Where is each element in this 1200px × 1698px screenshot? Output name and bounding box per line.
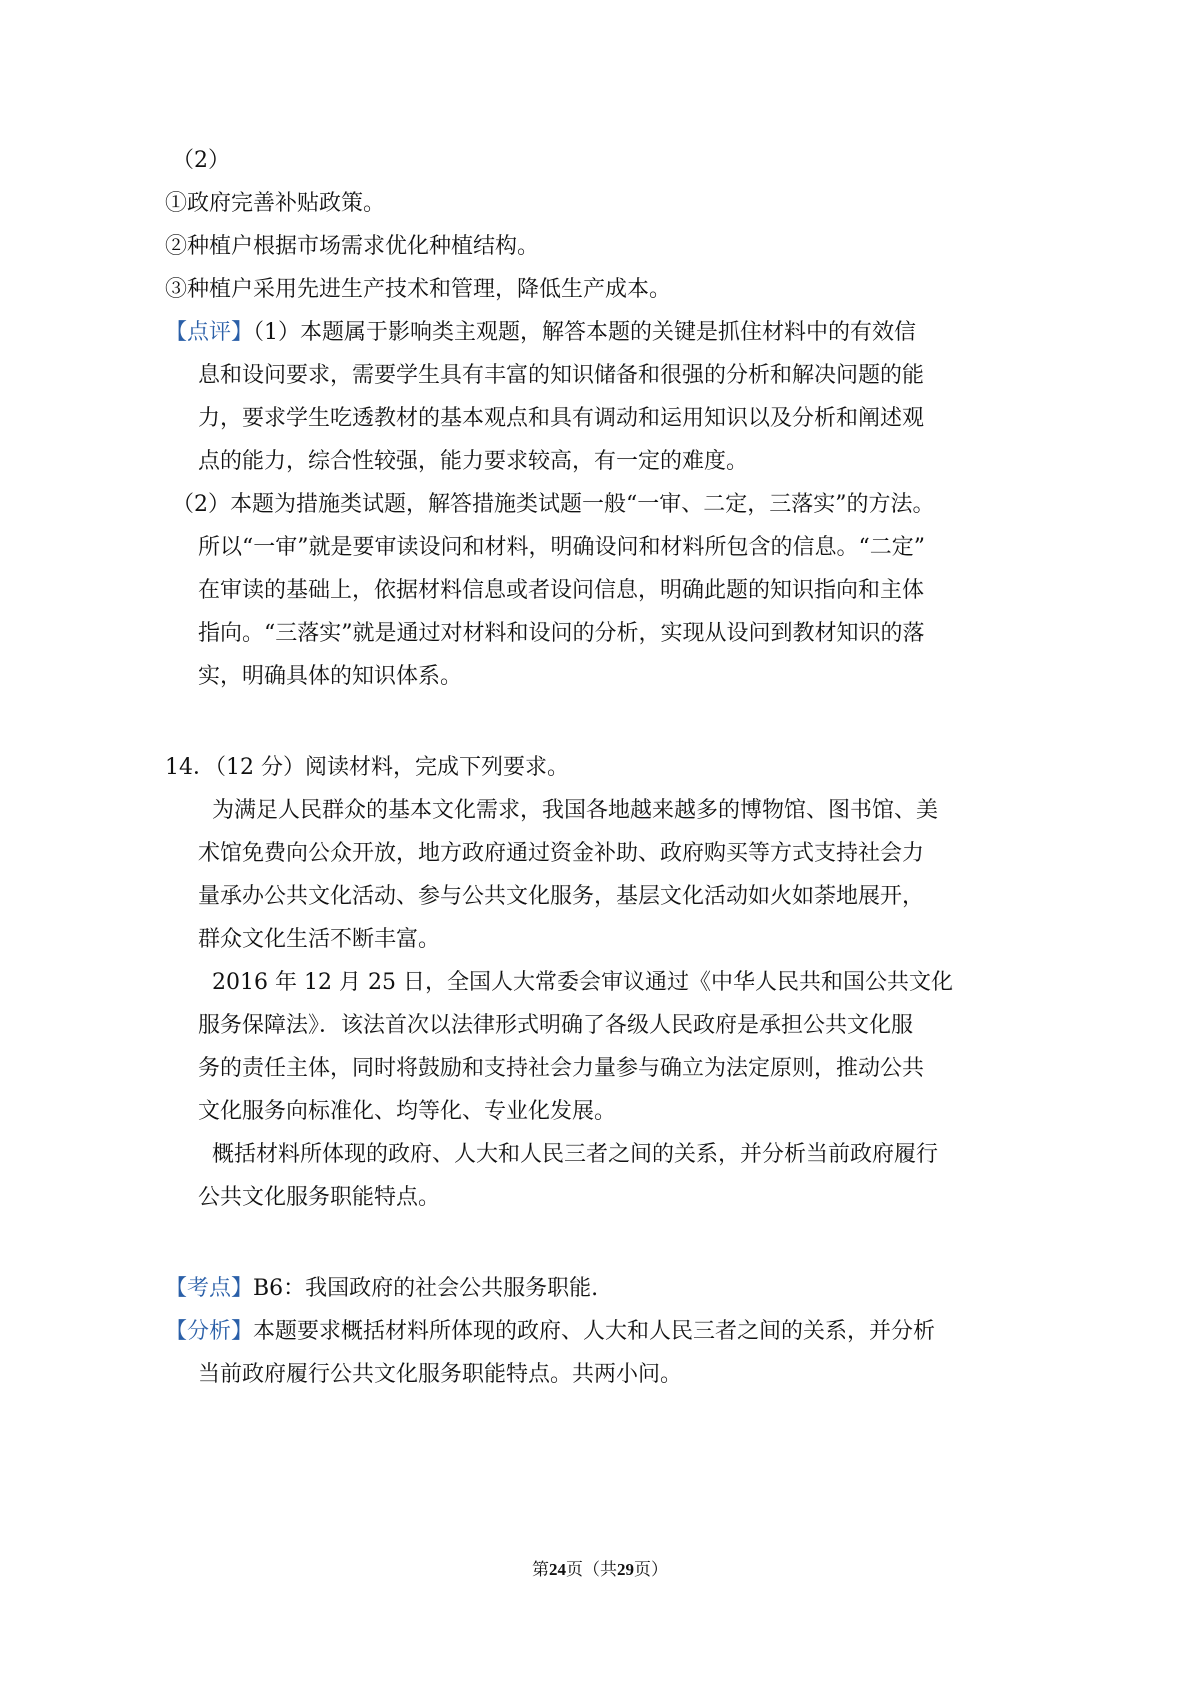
footer-prefix: 第 [532, 1560, 549, 1580]
fenxi-line-1 [165, 1317, 935, 1347]
answer-item-3: ③种植户采用先进生产技术和管理，降低生产成本。 [165, 277, 672, 302]
section-label: （2） [172, 148, 230, 173]
question-prompt-line-1: 概括材料所体现的政府、人大和人民三者之间的关系，并分析当前政府履行 [212, 1142, 939, 1167]
answer-item-1: ①政府完善补贴政策。 [165, 191, 386, 216]
fenxi-tag: 【分析】 [165, 1319, 254, 1344]
comment-line-2: 息和设问要求，需要学生具有丰富的知识储备和很强的分析和解决问题的能 [198, 363, 925, 388]
comment-line-3: 力，要求学生吃透教材的基本观点和具有调动和运用知识以及分析和阐述观 [198, 406, 925, 431]
comment-part2-line-1: （2）本题为措施类试题，解答措施类试题一般“一审、二定，三落实”的方法。 [172, 492, 935, 517]
footer-suffix: 页） [634, 1560, 668, 1580]
fenxi-text: 本题要求概括材料所体现的政府、人大和人民三者之间的关系，并分析 [253, 1319, 936, 1344]
material-para1-line-4: 群众文化生活不断丰富。 [198, 927, 441, 952]
comment-line-1 [165, 318, 916, 348]
material-para2-line-4: 文化服务向标准化、均等化、专业化发展。 [198, 1099, 617, 1124]
answer-item-2: ②种植户根据市场需求优化种植结构。 [165, 234, 540, 259]
material-para2-line-2: 服务保障法》．该法首次以法律形式明确了各级人民政府是承担公共文化服 [198, 1013, 914, 1038]
kaodian-line [165, 1274, 598, 1304]
material-para2-line-1: 2016 年 12 月 25 日，全国人大常委会审议通过《中华人民共和国公共文化 [212, 970, 953, 995]
footer-page-number: 24 [549, 1560, 566, 1579]
comment-part2-line-3: 在审读的基础上，依据材料信息或者设问信息，明确此题的知识指向和主体 [198, 578, 925, 603]
question-prompt-line-2: 公共文化服务职能特点。 [198, 1185, 441, 1210]
comment-part2-line-4: 指向。“三落实”就是通过对材料和设问的分析，实现从设问到教材知识的落 [198, 621, 925, 646]
material-para1-line-3: 量承办公共文化活动、参与公共文化服务，基层文化活动如火如荼地展开， [198, 884, 925, 909]
footer-total-pages: 29 [617, 1560, 634, 1579]
material-para1-line-2: 术馆免费向公众开放，地方政府通过资金补助、政府购买等方式支持社会力 [198, 841, 925, 866]
material-para1-line-1: 为满足人民群众的基本文化需求，我国各地越来越多的博物馆、图书馆、美 [212, 798, 939, 823]
kaodian-text: B6：我国政府的社会公共服务职能. [253, 1276, 599, 1301]
footer-middle: 页（共 [566, 1560, 617, 1580]
question-heading: 14．（12 分）阅读材料，完成下列要求。 [165, 755, 569, 780]
comment-part2-line-5: 实，明确具体的知识体系。 [198, 664, 463, 689]
page-footer [0, 1555, 1200, 1580]
comment-text: （1）本题属于影响类主观题，解答本题的关键是抓住材料中的有效信 [253, 320, 917, 345]
comment-tag: 【点评】 [165, 320, 254, 345]
material-para2-line-3: 务的责任主体，同时将鼓励和支持社会力量参与确立为法定原则，推动公共 [198, 1056, 925, 1081]
comment-part2-line-2: 所以“一审”就是要审读设问和材料，明确设问和材料所包含的信息。“二定” [198, 535, 925, 560]
comment-line-4: 点的能力，综合性较强，能力要求较高，有一定的难度。 [198, 449, 749, 474]
kaodian-tag: 【考点】 [165, 1276, 254, 1301]
fenxi-line-2: 当前政府履行公共文化服务职能特点。共两小问。 [198, 1362, 683, 1387]
